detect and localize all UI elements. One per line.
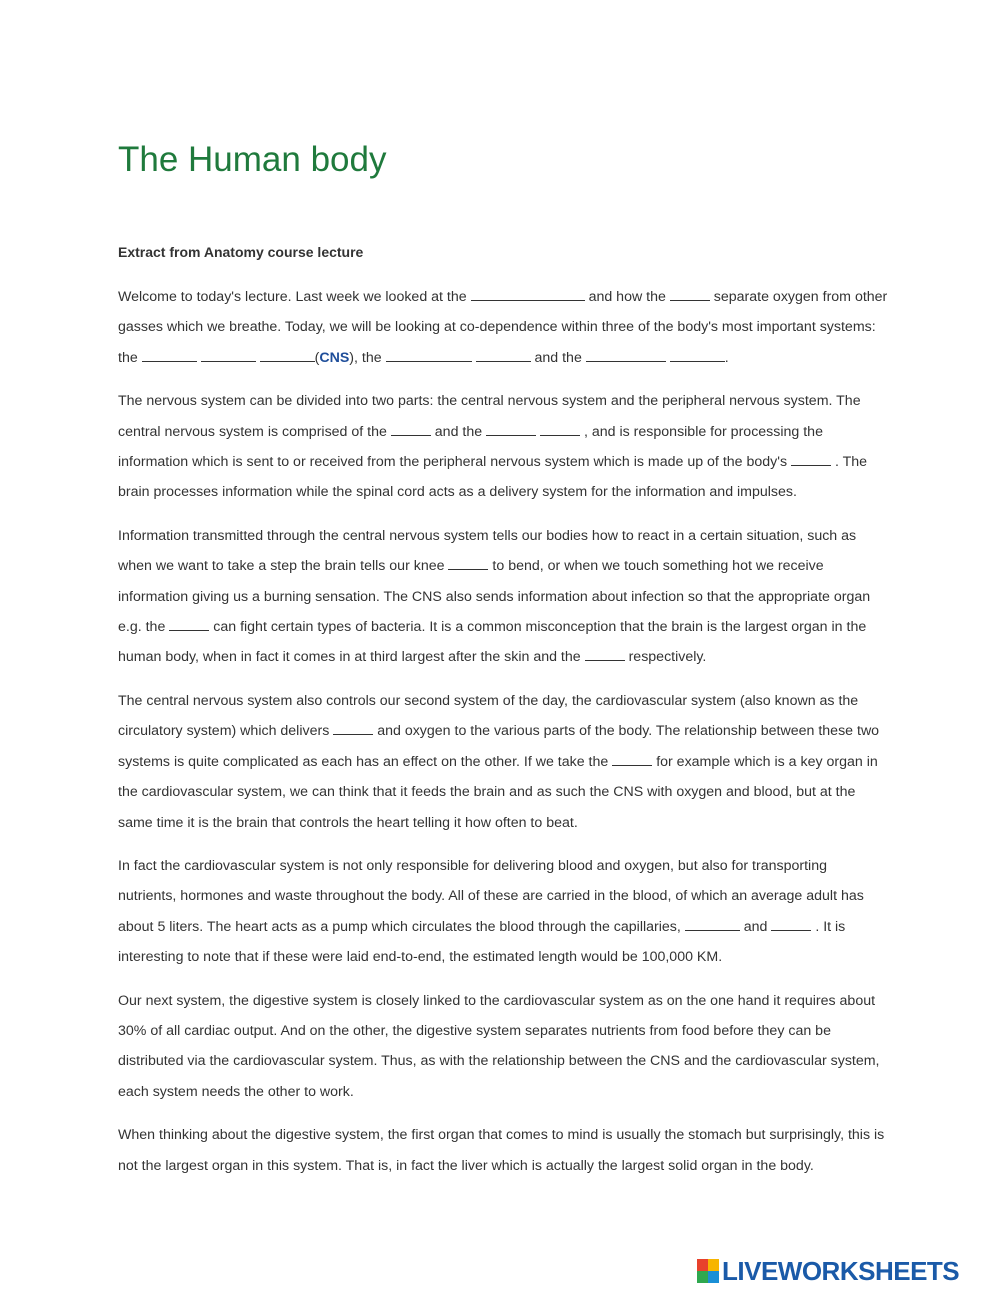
blank-input[interactable] <box>771 916 811 931</box>
logo-mark-icon <box>697 1259 719 1283</box>
blank-input[interactable] <box>685 916 740 931</box>
blank-input[interactable] <box>476 347 531 362</box>
blank-input[interactable] <box>169 616 209 631</box>
blank-input[interactable] <box>142 347 197 362</box>
page-subtitle: Extract from Anatomy course lecture <box>118 244 364 260</box>
lecture-body <box>118 282 888 1194</box>
blank-input[interactable] <box>612 751 652 766</box>
blank-input[interactable] <box>333 720 373 735</box>
page-title: The Human body <box>118 140 387 179</box>
paragraph-4: The central nervous system also controls our second system of the day, the cardiovascular system (also known as the circulatory system) which delivers and oxygen to the various parts of the body. The relationship between these two systems is quite complicated as each has an effect on the other. If we take the for example which is a key organ in the cardiovascular system, we can think that it feeds the brain and as such the CNS with oxygen and blood, but at the same time it is the brain that controls the heart telling it how often to beat. <box>118 692 880 831</box>
blank-input[interactable] <box>448 555 488 570</box>
blank-input[interactable] <box>486 421 536 436</box>
liveworksheets-logo <box>697 1257 959 1285</box>
blank-input[interactable] <box>791 451 831 466</box>
blank-input[interactable] <box>471 286 585 301</box>
blank-input[interactable] <box>260 347 315 362</box>
blank-input[interactable] <box>586 347 666 362</box>
paragraph-1: Welcome to today's lecture. Last week we looked at the and how the separate oxygen from other gasses which we breathe. Today, we will be looking at co-dependence within three of the body's most important systems: the (CNS), the and the . <box>118 282 888 373</box>
blank-input[interactable] <box>670 286 710 301</box>
blank-input[interactable] <box>386 347 472 362</box>
paragraph-3: Information transmitted through the central nervous system tells our bodies how to react in a certain situation, such as when we want to take a step the brain tells our knee to bend, or when we touch something hot we receive information giving us a burning sensation. The CNS also sends information about infection so that the appropriate organ e.g. the can fight certain types of bacteria. It is a common misconception that the brain is the largest organ in the human body, when in fact it comes in at third largest after the skin and the respectively. <box>118 527 871 666</box>
logo-text: LIVEWORKSHEETS <box>722 1255 960 1286</box>
blank-input[interactable] <box>201 347 256 362</box>
paragraph-7: When thinking about the digestive system, the first organ that comes to mind is usually the stomach but surprisingly, this is not the largest organ in this system. That is, in fact the liver which is actually the largest solid organ in the body. <box>118 1127 885 1174</box>
blank-input[interactable] <box>670 347 725 362</box>
paragraph-6: Our next system, the digestive system is closely linked to the cardiovascular system as on the one hand it requires about 30% of all cardiac output. And on the other, the digestive system separates nutrients from food before they can be distributed via the cardiovascular system. Thus, as with the relationship between the CNS and the cardiovascular system, each system needs the other to work. <box>118 992 880 1100</box>
cns-abbreviation: CNS <box>319 349 350 366</box>
blank-input[interactable] <box>585 646 625 661</box>
blank-input[interactable] <box>391 421 431 436</box>
blank-input[interactable] <box>540 421 580 436</box>
paragraph-5: In fact the cardiovascular system is not only responsible for delivering blood and oxygen, but also for transporting nutrients, hormones and waste throughout the body. All of these are carried in the blood, of which an average adult has about 5 liters. The heart acts as a pump which circulates the blood through the capillaries, and . It is interesting to note that if these were laid end-to-end, the estimated length would be 100,000 KM. <box>118 857 864 966</box>
paragraph-2: The nervous system can be divided into two parts: the central nervous system and the peripheral nervous system. The central nervous system is comprised of the and the , and is responsible for processing the information which is sent to or received from the peripheral nervous system which is made up of the body's . The brain processes information while the spinal cord acts as a delivery system for the information and impulses. <box>118 393 868 501</box>
